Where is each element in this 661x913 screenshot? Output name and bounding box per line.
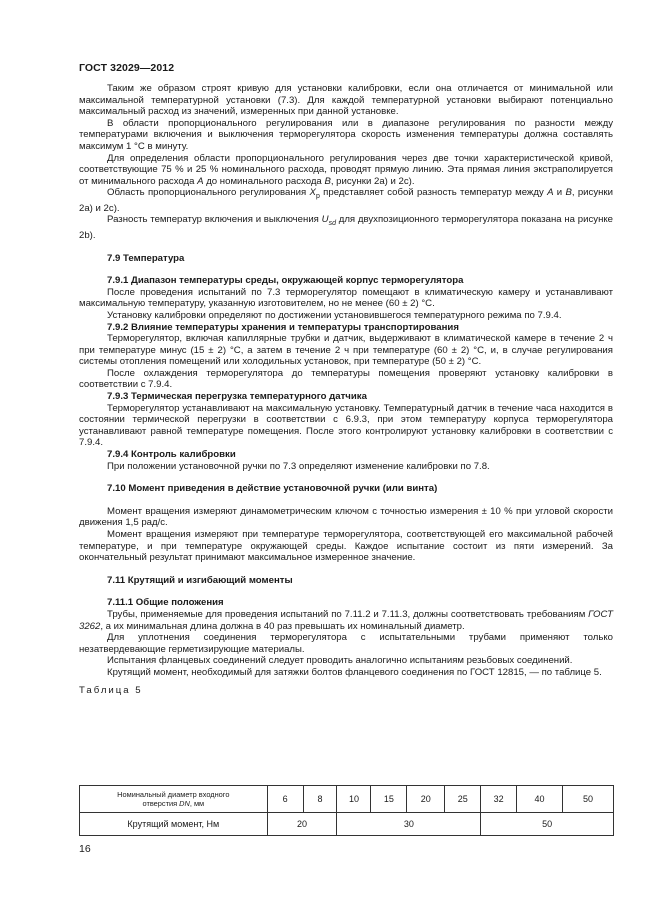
subsection-heading: 7.11.1 Общие положения bbox=[107, 597, 224, 609]
diameter-cell: 25 bbox=[445, 786, 481, 813]
torque-cell: 20 bbox=[267, 813, 337, 836]
diameter-cell: 20 bbox=[407, 786, 445, 813]
paragraph: В области пропорционального регулирования или в диапазоне регулирования по разности между температурами включения и выключения терморегулятора скорость изменения температуры должна составлять максимум 1 °С в минуту. bbox=[79, 117, 613, 152]
diameter-cell: 50 bbox=[563, 786, 614, 813]
diameter-cell: 8 bbox=[303, 786, 337, 813]
paragraph: Момент вращения измеряют при температуре терморегулятора, соответствующей его максимальной рабочей температуре, и при температуре окружающей среды. Каждое испытание состоит из пяти измерений. За окончательный результат принимают максимальное измеренное значение. bbox=[79, 529, 613, 564]
row-label-torque: Крутящий момент, Нм bbox=[80, 813, 268, 836]
paragraph: Терморегулятор устанавливают на максимальную установку. Температурный датчик в течение часа находится в состоянии термической перегрузки в соответствии с 6.9.3, при этом температуру корпуса терморегулятора устанавливают равной температуре помещения. После этого контролируют установку калибровки в соответствии с 7.9.4. bbox=[79, 402, 613, 449]
table-row bbox=[80, 813, 614, 836]
table-5 bbox=[79, 785, 614, 836]
paragraph: Установку калибровки определяют по достижении установившегося температурного режима по 7.9.4. bbox=[107, 309, 562, 321]
section-heading: 7.9 Температура bbox=[107, 252, 185, 264]
torque-cell: 30 bbox=[337, 813, 481, 836]
section-heading: 7.10 Момент приведения в действие установочной ручки (или винта) bbox=[107, 483, 438, 495]
subsection-heading: 7.9.3 Термическая перегрузка температурного датчика bbox=[107, 391, 367, 403]
paragraph: Для уплотнения соединения терморегулятора с испытательными трубами применяют только незатвердевающие герметизирующие материалы. bbox=[79, 632, 613, 655]
paragraph: Таким же образом строят кривую для установки калибровки, если она отличается от минимальной или максимальной температурной установки (7.3). Для каждой температурной установки выбирают потенциально максимальный расход из значений, измеренных при данной установке. bbox=[79, 83, 613, 118]
table-row bbox=[80, 786, 614, 813]
diameter-cell: 32 bbox=[481, 786, 517, 813]
subsection-heading: 7.9.2 Влияние температуры хранения и температуры транспортирования bbox=[107, 321, 459, 333]
document-body bbox=[79, 83, 613, 696]
diameter-cell: 40 bbox=[517, 786, 563, 813]
paragraph: Для определения области пропорционального регулирования через две точки характеристической кривой, соответствующие 75 % и 25 % номинального расхода, проводят прямую линию. Эта прямая линия экстраполируется от минимального расхода А до номинального расхода В, рисунки 2а) и 2с). bbox=[79, 152, 613, 187]
subsection-heading: 7.9.4 Контроль калибровки bbox=[107, 449, 236, 461]
paragraph: Разность температур включения и выключения $U_{sd}$ для двухпозиционного терморегулятора показана на рисунке 2b). bbox=[79, 214, 614, 241]
paragraph: После проведения испытаний по 7.3 терморегулятор помещают в климатическую камеру и устанавливают максимальную температуру, указанную изготовителем, но не менее (60 ± 2) °С. bbox=[79, 286, 613, 310]
diameter-cell: 15 bbox=[371, 786, 407, 813]
diameter-cell: 6 bbox=[267, 786, 303, 813]
torque-cell: 50 bbox=[481, 813, 614, 836]
diameter-cell: 10 bbox=[337, 786, 371, 813]
paragraph: Момент вращения измеряют динамометрическим ключом с точностью измерения ± 10 % при угловой скорости движения 1,5 рад/с. bbox=[79, 505, 613, 529]
paragraph: Крутящий момент, необходимый для затяжки болтов фланцевого соединения по ГОСТ 12815, — по таблице 5. bbox=[107, 666, 602, 678]
paragraph: Испытания фланцевых соединений следует проводить аналогично испытаниям резьбовых соединений. bbox=[107, 655, 573, 667]
section-heading: 7.11 Крутящий и изгибающий моменты bbox=[107, 574, 293, 586]
document-header: ГОСТ 32029—2012 bbox=[79, 62, 175, 74]
paragraph: Терморегулятор, включая капиллярные трубки и датчик, выдерживают в климатической камере в течение 2 ч при температуре минус (15 ± 2) °С, а затем в течение 2 ч при температуре (60 ± 2) °С, и, в случае регулирования системы отопления помещений или холодильных установок, при температуре (50 ± 2) °С. bbox=[79, 333, 613, 368]
table-caption: Таблица 5 bbox=[79, 684, 143, 696]
paragraph: Трубы, применяемые для проведения испытаний по 7.11.2 и 7.11.3, должны соответствовать требованиям ГОСТ 3262, а их минимальная длина должна в 40 раз превышать их номинальный диаметр. bbox=[79, 608, 613, 632]
header-cell-diameter: Номинальный диаметр входного отверстия DN, мм bbox=[80, 786, 268, 813]
paragraph: Область пропорционального регулирования $X_p$ представляет собой разность температур между А и В, рисунки 2а) и 2с). bbox=[79, 187, 613, 214]
paragraph: После охлаждения терморегулятора до температуры помещения проверяют установку калибровки в соответствии с 7.9.4. bbox=[79, 367, 613, 391]
paragraph: При положении установочной ручки по 7.3 определяют изменение калибровки по 7.8. bbox=[107, 460, 490, 472]
subsection-heading: 7.9.1 Диапазон температуры среды, окружающей корпус терморегулятора bbox=[107, 275, 464, 287]
page-number: 16 bbox=[79, 843, 91, 855]
